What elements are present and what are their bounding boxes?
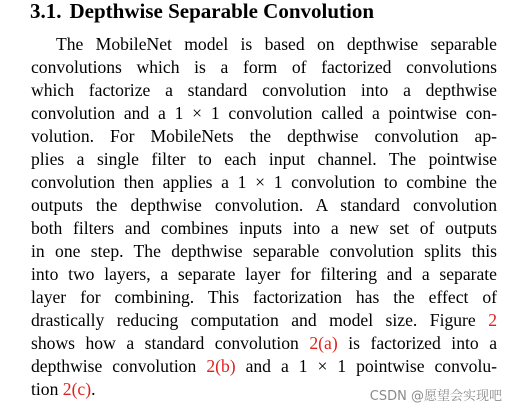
- figure-2a-link[interactable]: 2(a): [309, 333, 338, 353]
- line-text: shows how a standard convolution: [31, 333, 310, 353]
- paragraph-line: plies a single filter to each input channel. The pointwise: [31, 149, 497, 169]
- paragraph-line: [31, 309, 497, 331]
- line-text: is factorized into a: [337, 333, 497, 353]
- figure-2-link[interactable]: 2: [488, 310, 497, 330]
- figure-2b-link[interactable]: 2(b): [206, 356, 236, 376]
- paragraph-line: both filters and combines inputs into a new set of outputs: [31, 218, 497, 238]
- paragraph-line: into two layers, a separate layer for filtering and a separate: [31, 264, 497, 284]
- csdn-watermark: CSDN @愿望会实现吧: [369, 389, 502, 404]
- paragraph-line: outputs the depthwise convolution. A standard convolution: [31, 195, 497, 215]
- paragraph-line: volution. For MobileNets the depthwise convolution ap-: [31, 126, 497, 146]
- line-text: depthwise convolution: [31, 356, 207, 376]
- line-text: and a 1 × 1 pointwise convolu-: [235, 356, 497, 376]
- section-number: 3.1.: [30, 0, 62, 23]
- line-text: tion: [31, 379, 63, 399]
- paragraph-line: which factorize a standard convolution into a depthwise: [31, 80, 497, 100]
- section-title: Depthwise Separable Convolution: [69, 0, 375, 23]
- figure-2c-link[interactable]: 2(c): [62, 379, 92, 399]
- section-heading: [30, 0, 374, 24]
- line-text: drastically reducing computation and model size. Figure: [31, 310, 489, 330]
- paragraph-line: convolution then applies a 1 × 1 convolution to combine the: [31, 172, 497, 192]
- paragraph-line: [31, 355, 497, 377]
- paragraph-line: The MobileNet model is based on depthwise separable: [56, 34, 497, 54]
- paragraph-line: in one step. The depthwise separable convolution splits this: [31, 241, 497, 261]
- paragraph-line: [31, 332, 497, 354]
- line-text: .: [91, 379, 96, 399]
- paragraph-line: layer for combining. This factorization has the effect of: [31, 287, 497, 307]
- paragraph-line: convolution and a 1 × 1 convolution called a pointwise con-: [31, 103, 497, 123]
- paragraph-line: convolutions which is a form of factorized convolutions: [31, 57, 497, 77]
